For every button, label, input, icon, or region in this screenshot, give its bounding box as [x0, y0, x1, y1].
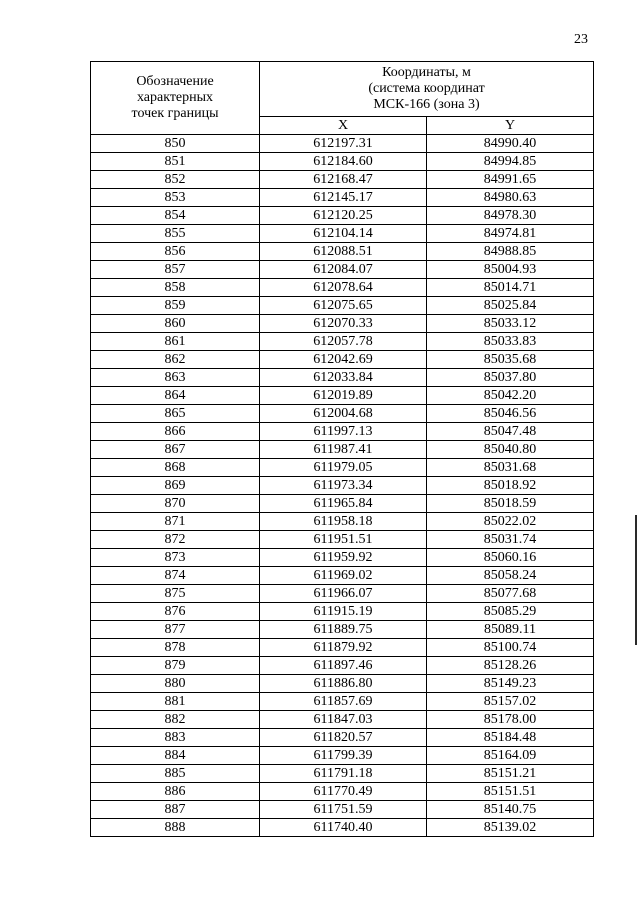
coordinates-table — [90, 61, 594, 837]
point-id-cell: 876 — [91, 603, 260, 621]
y-coordinate-cell: 84974.81 — [427, 225, 594, 243]
point-id-cell: 871 — [91, 513, 260, 531]
table-row — [91, 351, 594, 369]
table-row — [91, 207, 594, 225]
x-coordinate-cell: 611770.49 — [260, 783, 427, 801]
table-row — [91, 279, 594, 297]
point-id-cell: 883 — [91, 729, 260, 747]
x-coordinate-cell: 612075.65 — [260, 297, 427, 315]
y-coordinate-cell: 85085.29 — [427, 603, 594, 621]
x-coordinate-cell: 612197.31 — [260, 135, 427, 153]
y-coordinate-cell: 85060.16 — [427, 549, 594, 567]
y-coordinate-cell: 85031.68 — [427, 459, 594, 477]
header-x: X — [260, 117, 427, 135]
x-coordinate-cell: 611897.46 — [260, 657, 427, 675]
point-id-cell: 862 — [91, 351, 260, 369]
x-coordinate-cell: 611879.92 — [260, 639, 427, 657]
header-coordinates: Координаты, м (система координат МСК-166 (зона 3) — [260, 62, 594, 117]
table-row — [91, 297, 594, 315]
table-row — [91, 477, 594, 495]
y-coordinate-cell: 85004.93 — [427, 261, 594, 279]
table-row — [91, 369, 594, 387]
point-id-cell: 864 — [91, 387, 260, 405]
x-coordinate-cell: 611791.18 — [260, 765, 427, 783]
x-coordinate-cell: 611820.57 — [260, 729, 427, 747]
point-id-cell: 881 — [91, 693, 260, 711]
table-row — [91, 657, 594, 675]
y-coordinate-cell: 85035.68 — [427, 351, 594, 369]
y-coordinate-cell: 85089.11 — [427, 621, 594, 639]
x-coordinate-cell: 611751.59 — [260, 801, 427, 819]
header-point-designation: Обозначение характерных точек границы — [91, 62, 260, 135]
y-coordinate-cell: 85128.26 — [427, 657, 594, 675]
y-coordinate-cell: 85025.84 — [427, 297, 594, 315]
y-coordinate-cell: 85139.02 — [427, 819, 594, 837]
x-coordinate-cell: 611958.18 — [260, 513, 427, 531]
y-coordinate-cell: 84994.85 — [427, 153, 594, 171]
table-row — [91, 405, 594, 423]
point-id-cell: 879 — [91, 657, 260, 675]
x-coordinate-cell: 612168.47 — [260, 171, 427, 189]
y-coordinate-cell: 85047.48 — [427, 423, 594, 441]
point-id-cell: 878 — [91, 639, 260, 657]
point-id-cell: 855 — [91, 225, 260, 243]
x-coordinate-cell: 611973.34 — [260, 477, 427, 495]
y-coordinate-cell: 84978.30 — [427, 207, 594, 225]
x-coordinate-cell: 611915.19 — [260, 603, 427, 621]
point-id-cell: 870 — [91, 495, 260, 513]
table-row — [91, 261, 594, 279]
y-coordinate-cell: 85014.71 — [427, 279, 594, 297]
y-coordinate-cell: 84990.40 — [427, 135, 594, 153]
x-coordinate-cell: 612145.17 — [260, 189, 427, 207]
x-coordinate-cell: 611886.80 — [260, 675, 427, 693]
table-row — [91, 603, 594, 621]
x-coordinate-cell: 611740.40 — [260, 819, 427, 837]
table-row — [91, 765, 594, 783]
point-id-cell: 865 — [91, 405, 260, 423]
x-coordinate-cell: 612057.78 — [260, 333, 427, 351]
y-coordinate-cell: 85151.21 — [427, 765, 594, 783]
x-coordinate-cell: 611857.69 — [260, 693, 427, 711]
table-body — [91, 135, 594, 837]
y-coordinate-cell: 85157.02 — [427, 693, 594, 711]
point-id-cell: 873 — [91, 549, 260, 567]
y-coordinate-cell: 84980.63 — [427, 189, 594, 207]
point-id-cell: 888 — [91, 819, 260, 837]
x-coordinate-cell: 611965.84 — [260, 495, 427, 513]
y-coordinate-cell: 85031.74 — [427, 531, 594, 549]
table-row — [91, 513, 594, 531]
table-row — [91, 315, 594, 333]
point-id-cell: 868 — [91, 459, 260, 477]
point-id-cell: 877 — [91, 621, 260, 639]
x-coordinate-cell: 611969.02 — [260, 567, 427, 585]
table-row — [91, 747, 594, 765]
header-y: Y — [427, 117, 594, 135]
table-row — [91, 639, 594, 657]
x-coordinate-cell: 611951.51 — [260, 531, 427, 549]
y-coordinate-cell: 85164.09 — [427, 747, 594, 765]
y-coordinate-cell: 85184.48 — [427, 729, 594, 747]
table-row — [91, 729, 594, 747]
point-id-cell: 872 — [91, 531, 260, 549]
x-coordinate-cell: 611847.03 — [260, 711, 427, 729]
point-id-cell: 856 — [91, 243, 260, 261]
x-coordinate-cell: 612019.89 — [260, 387, 427, 405]
table-row — [91, 225, 594, 243]
y-coordinate-cell: 85077.68 — [427, 585, 594, 603]
point-id-cell: 857 — [91, 261, 260, 279]
point-id-cell: 853 — [91, 189, 260, 207]
y-coordinate-cell: 85037.80 — [427, 369, 594, 387]
y-coordinate-cell: 85018.92 — [427, 477, 594, 495]
y-coordinate-cell: 85022.02 — [427, 513, 594, 531]
y-coordinate-cell: 85046.56 — [427, 405, 594, 423]
y-coordinate-cell: 85018.59 — [427, 495, 594, 513]
point-id-cell: 863 — [91, 369, 260, 387]
table-row — [91, 711, 594, 729]
table-row — [91, 693, 594, 711]
point-id-cell: 867 — [91, 441, 260, 459]
y-coordinate-cell: 85178.00 — [427, 711, 594, 729]
point-id-cell: 852 — [91, 171, 260, 189]
point-id-cell: 858 — [91, 279, 260, 297]
x-coordinate-cell: 612004.68 — [260, 405, 427, 423]
y-coordinate-cell: 85140.75 — [427, 801, 594, 819]
point-id-cell: 861 — [91, 333, 260, 351]
point-id-cell: 874 — [91, 567, 260, 585]
x-coordinate-cell: 611966.07 — [260, 585, 427, 603]
point-id-cell: 854 — [91, 207, 260, 225]
y-coordinate-cell: 84991.65 — [427, 171, 594, 189]
x-coordinate-cell: 611997.13 — [260, 423, 427, 441]
table-row — [91, 135, 594, 153]
point-id-cell: 884 — [91, 747, 260, 765]
y-coordinate-cell: 84988.85 — [427, 243, 594, 261]
table-row — [91, 585, 594, 603]
x-coordinate-cell: 611889.75 — [260, 621, 427, 639]
x-coordinate-cell: 612104.14 — [260, 225, 427, 243]
y-coordinate-cell: 85151.51 — [427, 783, 594, 801]
x-coordinate-cell: 611959.92 — [260, 549, 427, 567]
y-coordinate-cell: 85033.12 — [427, 315, 594, 333]
y-coordinate-cell: 85149.23 — [427, 675, 594, 693]
table-row — [91, 243, 594, 261]
point-id-cell: 880 — [91, 675, 260, 693]
x-coordinate-cell: 611979.05 — [260, 459, 427, 477]
point-id-cell: 885 — [91, 765, 260, 783]
x-coordinate-cell: 612084.07 — [260, 261, 427, 279]
point-id-cell: 887 — [91, 801, 260, 819]
y-coordinate-cell: 85042.20 — [427, 387, 594, 405]
point-id-cell: 860 — [91, 315, 260, 333]
y-coordinate-cell: 85058.24 — [427, 567, 594, 585]
table-row — [91, 621, 594, 639]
table-row — [91, 459, 594, 477]
table-row — [91, 387, 594, 405]
x-coordinate-cell: 612088.51 — [260, 243, 427, 261]
y-coordinate-cell: 85033.83 — [427, 333, 594, 351]
table-row — [91, 531, 594, 549]
point-id-cell: 859 — [91, 297, 260, 315]
table-row — [91, 423, 594, 441]
table-row — [91, 549, 594, 567]
table-row — [91, 819, 594, 837]
table-row — [91, 567, 594, 585]
x-coordinate-cell: 611987.41 — [260, 441, 427, 459]
y-coordinate-cell: 85040.80 — [427, 441, 594, 459]
table-row — [91, 495, 594, 513]
page-number: 23 — [574, 32, 588, 47]
x-coordinate-cell: 612042.69 — [260, 351, 427, 369]
table-row — [91, 675, 594, 693]
table-row — [91, 783, 594, 801]
table-row — [91, 441, 594, 459]
point-id-cell: 875 — [91, 585, 260, 603]
table-row — [91, 171, 594, 189]
point-id-cell: 866 — [91, 423, 260, 441]
y-coordinate-cell: 85100.74 — [427, 639, 594, 657]
table-row — [91, 189, 594, 207]
point-id-cell: 886 — [91, 783, 260, 801]
point-id-cell: 882 — [91, 711, 260, 729]
x-coordinate-cell: 612070.33 — [260, 315, 427, 333]
table-row — [91, 801, 594, 819]
x-coordinate-cell: 611799.39 — [260, 747, 427, 765]
table-row — [91, 333, 594, 351]
table-row — [91, 153, 594, 171]
x-coordinate-cell: 612120.25 — [260, 207, 427, 225]
point-id-cell: 851 — [91, 153, 260, 171]
point-id-cell: 869 — [91, 477, 260, 495]
scan-edge-mark — [635, 515, 637, 645]
x-coordinate-cell: 612184.60 — [260, 153, 427, 171]
point-id-cell: 850 — [91, 135, 260, 153]
x-coordinate-cell: 612078.64 — [260, 279, 427, 297]
x-coordinate-cell: 612033.84 — [260, 369, 427, 387]
